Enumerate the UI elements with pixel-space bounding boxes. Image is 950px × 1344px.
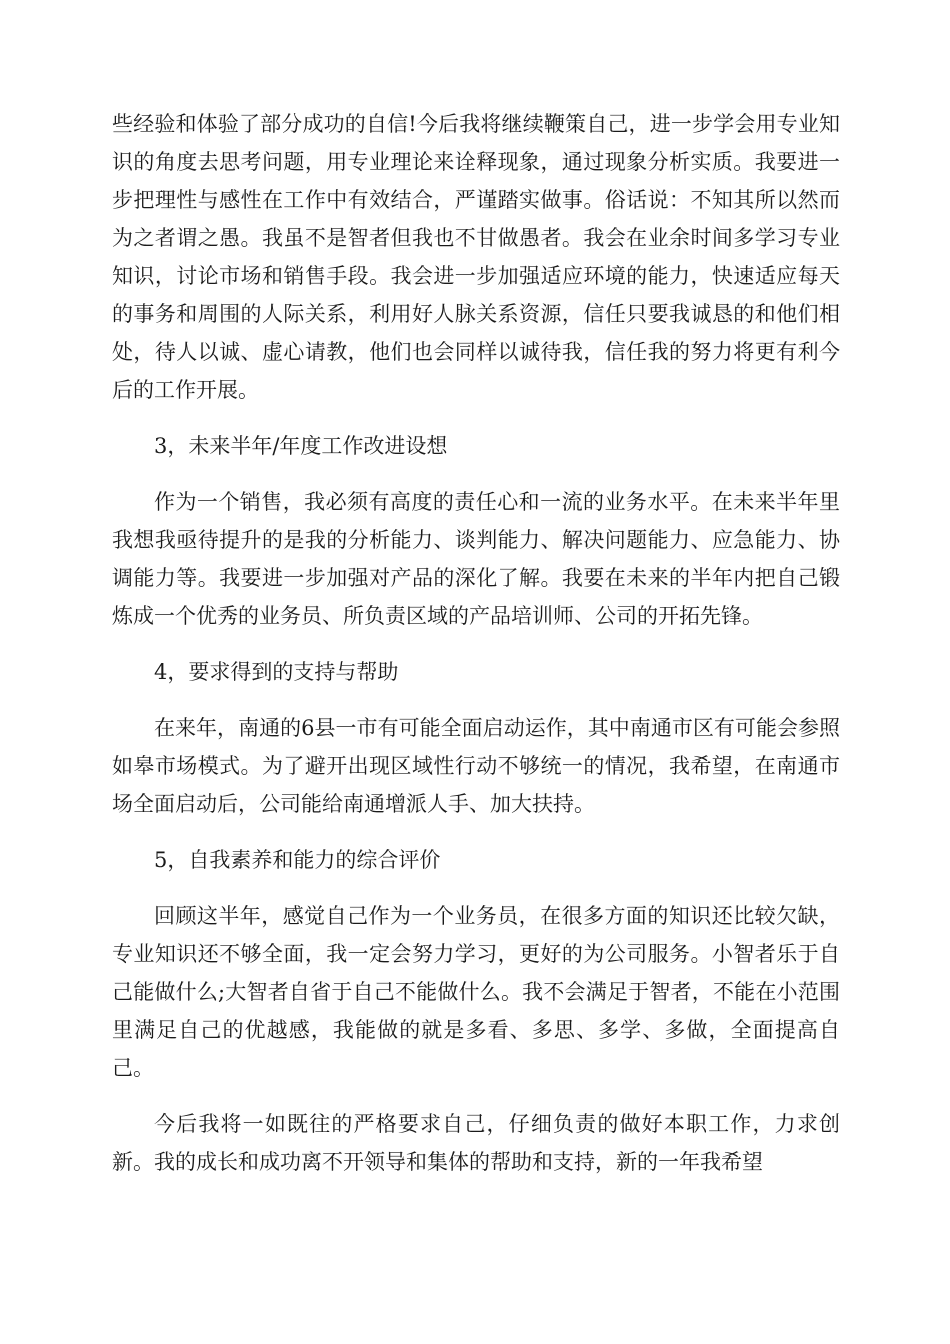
paragraph-closing: 今后我将一如既往的严格要求自己，仔细负责的做好本职工作，力求创新。我的成长和成功离不开领导和集体的帮助和支持，新的一年我希望 xyxy=(112,1112,840,1174)
section-heading-3: 3，未来半年/年度工作改进设想 xyxy=(154,434,448,458)
paragraph-improvement-plan: 作为一个销售，我必须有高度的责任心和一流的业务水平。在未来半年里我想我亟待提升的是我的分析能力、谈判能力、解决问题能力、应急能力、协调能力等。我要进一步加强对产品的深化了解。我要在未来的半年内把自己锻炼成一个优秀的业务员、所负责区域的产品培训师、公司的开拓先锋。 xyxy=(112,490,840,628)
paragraph-self-evaluation: 回顾这半年，感觉自己作为一个业务员，在很多方面的知识还比较欠缺，专业知识还不够全面，我一定会努力学习，更好的为公司服务。小智者乐于自己能做什么;大智者自省于自己不能做什么。我不会满足于智者，不能在小范围里满足自己的优越感，我能做的就是多看、多思、多学、多做，全面提高自己。 xyxy=(112,904,840,1080)
paragraph-support-request: 在来年，南通的6县一市有可能全面启动运作，其中南通市区有可能会参照如皋市场模式。为了避开出现区域性行动不够统一的情况，我希望，在南通市场全面启动后，公司能给南通增派人手、加大扶持。 xyxy=(112,716,840,816)
section-heading-4: 4，要求得到的支持与帮助 xyxy=(154,660,399,684)
section-heading-5: 5，自我素养和能力的综合评价 xyxy=(154,848,441,872)
document-page xyxy=(112,105,840,1181)
paragraph-continuation: 些经验和体验了部分成功的自信!今后我将继续鞭策自己，进一步学会用专业知识的角度去思考问题，用专业理论来诠释现象，通过现象分析实质。我要进一步把理性与感性在工作中有效结合，严谨踏实做事。俗话说：不知其所以然而为之者谓之愚。我虽不是智者但我也不甘做愚者。我会在业余时间多学习专业知识，讨论市场和销售手段。我会进一步加强适应环境的能力，快速适应每天的事务和周围的人际关系，利用好人脉关系资源，信任只要我诚恳的和他们相处，待人以诚、虚心请教，他们也会同样以诚待我，信任我的努力将更有利今后的工作开展。 xyxy=(112,112,840,402)
